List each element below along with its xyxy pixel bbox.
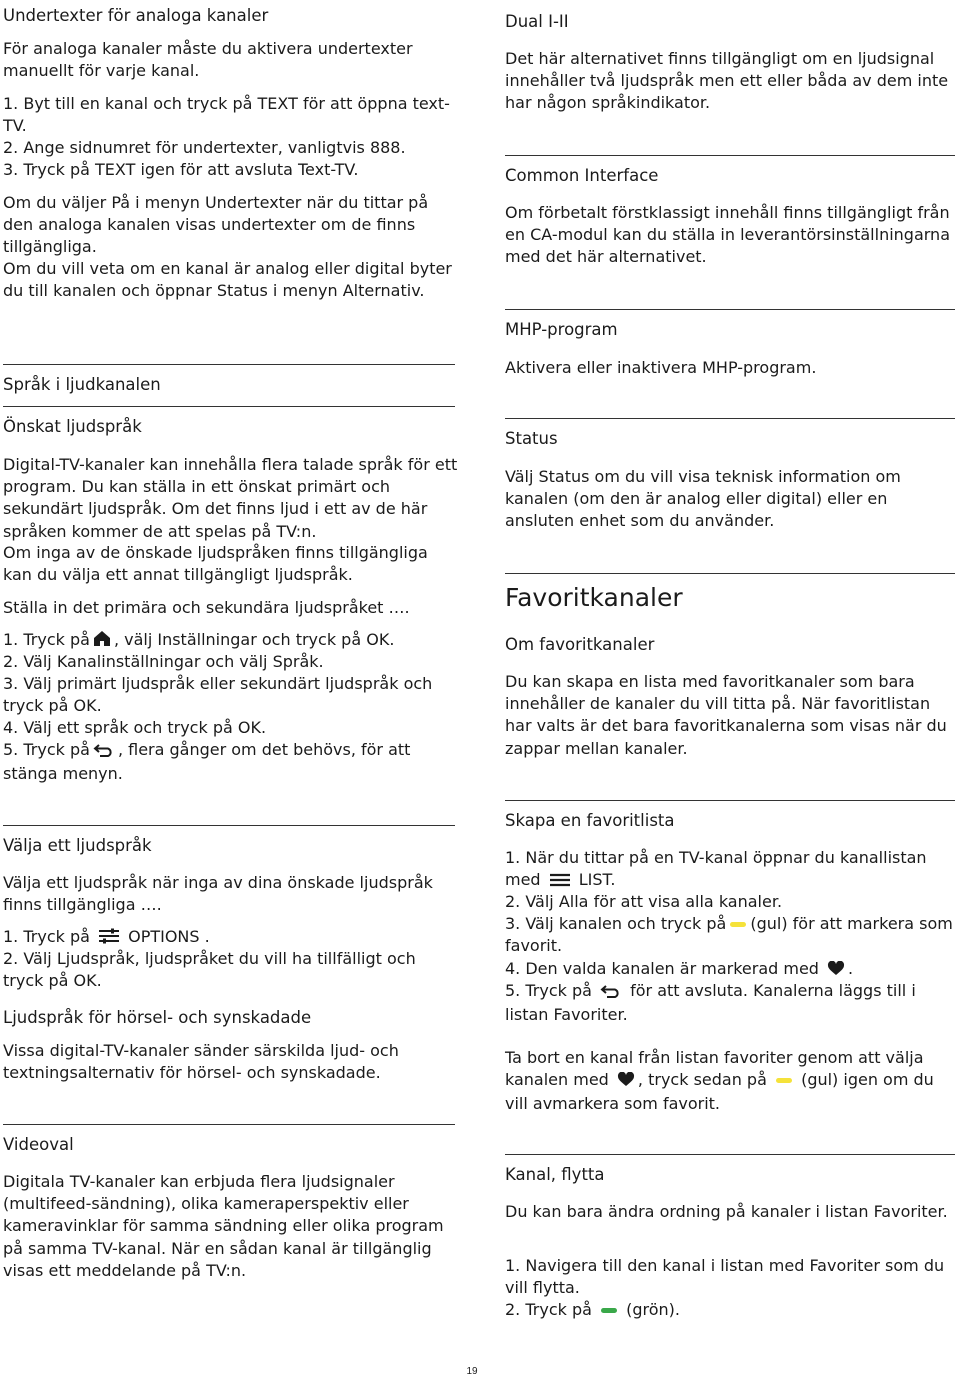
create-step-5: 5. Tryck på för att avsluta. Kanalerna läggs till i listan Favoriter. bbox=[505, 981, 916, 1025]
heading-audio-language: Språk i ljudkanalen bbox=[3, 375, 161, 394]
heading-favorites: Favoritkanaler bbox=[505, 583, 683, 612]
select-step-2: 2. Välj Ljudspråk, ljudspråket du vill ha tillfälligt och tryck på OK. bbox=[3, 949, 416, 991]
heading-mhp: MHP-program bbox=[505, 320, 618, 339]
analog-intro: För analoga kanaler måste du aktivera undertexter manuellt för varje kanal. bbox=[3, 39, 413, 81]
analog-step-3: 3. Tryck på TEXT igen för att avsluta Text-TV. bbox=[3, 160, 359, 179]
heading-impaired: Ljudspråk för hörsel- och synskadade bbox=[3, 1008, 312, 1027]
about-fav-p1: Du kan skapa en lista med favoritkanaler som bara innehåller de kanaler du vill titta på. När favoritlistan har valts är det bara favoritkanalerna som visas när du zappar mellan kanaler. bbox=[505, 672, 947, 758]
divider bbox=[505, 155, 955, 156]
pref-step-2: 2. Välj Kanalinställningar och välj Språk. bbox=[3, 652, 324, 671]
heading-videoval: Videoval bbox=[3, 1135, 74, 1154]
pref-audio-p1: Digital-TV-kanaler kan innehålla flera talade språk för ett program. Du kan ställa in ett önskat primärt och sekundärt ljudspråk. Om det finns ljud i ett av de här språken kommer de att spelas på TV:n. bbox=[3, 455, 458, 541]
heading-status: Status bbox=[505, 429, 558, 448]
back-icon bbox=[600, 982, 622, 1004]
heading-create-favorites: Skapa en favoritlista bbox=[505, 811, 675, 830]
divider bbox=[505, 1154, 955, 1155]
pref-audio-p3: Ställa in det primära och sekundära ljudspråket …. bbox=[3, 598, 410, 617]
ci-p1: Om förbetalt förstklassigt innehåll finns tillgängligt från en CA-modul kan du ställa in leverantörsinställningarna med det här alternativet. bbox=[505, 203, 950, 267]
yellow-key-icon bbox=[776, 1078, 792, 1083]
dual-p1: Det här alternativet finns tillgängligt om en ljudsignal innehåller två ljudspråk men ett eller båda av dem inte har någon språkindikator. bbox=[505, 49, 949, 113]
options-icon bbox=[98, 928, 120, 950]
create-step-4: 4. Den valda kanalen är markerad med . bbox=[505, 958, 957, 982]
mhp-p1: Aktivera eller inaktivera MHP-program. bbox=[505, 358, 817, 377]
divider bbox=[505, 573, 955, 574]
pref-step-4: 4. Välj ett språk och tryck på OK. bbox=[3, 718, 267, 737]
select-audio-p1: Välja ett ljudspråk när inga av dina önskade ljudspråk finns tillgängliga …. bbox=[3, 873, 433, 915]
divider bbox=[3, 406, 455, 407]
remove-fav-p: Ta bort en kanal från listan favoriter genom att välja kanalen med , tryck sedan på (gul) igen om du vill avmarkera som favorit. bbox=[505, 1048, 934, 1114]
divider bbox=[505, 800, 955, 801]
videoval-p1: Digitala TV-kanaler kan erbjuda flera ljudsignaler (multifeed-sändning), olika kameraperspektiv eller kameravinklar för samma sändning eller olika program på samma TV-kanal. När en sådan kanal är tillgänglig visas ett meddelande på TV:n. bbox=[3, 1172, 444, 1280]
heading-about-favorites: Om favoritkanaler bbox=[505, 635, 655, 654]
select-step-1: 1. Tryck på OPTIONS . bbox=[3, 926, 458, 950]
analog-step-1: 1. Byt till en kanal och tryck på TEXT för att öppna text-TV. bbox=[3, 94, 450, 136]
home-icon bbox=[93, 630, 111, 653]
analog-note-2: Om du vill veta om en kanal är analog eller digital byter du till kanalen och öppnar Status i menyn Alternativ. bbox=[3, 259, 452, 301]
heading-move-channel: Kanal, flytta bbox=[505, 1165, 605, 1184]
create-step-3: 3. Välj kanalen och tryck på (gul) för att markera som favorit. bbox=[505, 914, 953, 956]
heading-dual: Dual I-II bbox=[505, 12, 569, 31]
back-icon bbox=[93, 741, 115, 763]
move-step-2: 2. Tryck på (grön). bbox=[505, 1300, 680, 1319]
yellow-key-icon bbox=[730, 922, 746, 927]
divider bbox=[3, 825, 455, 826]
pref-step-3: 3. Välj primärt ljudspråk eller sekundärt ljudspråk och tryck på OK. bbox=[3, 674, 433, 716]
green-key-icon bbox=[601, 1308, 617, 1313]
analog-note-1: Om du väljer På i menyn Undertexter när du tittar på den analoga kanalen visas undertexter om de finns tillgängliga. bbox=[3, 193, 429, 257]
heart-icon bbox=[617, 1071, 635, 1093]
divider bbox=[505, 418, 955, 419]
pref-step-1: 1. Tryck på , välj Inställningar och tryck på OK. bbox=[3, 629, 458, 653]
create-step-2: 2. Välj Alla för att visa alla kanaler. bbox=[505, 892, 783, 911]
divider bbox=[3, 1124, 455, 1125]
divider bbox=[505, 309, 955, 310]
page-number: 19 bbox=[466, 1366, 478, 1377]
pref-step-5: 5. Tryck på , flera gånger om det behövs, för att stänga menyn. bbox=[3, 740, 411, 784]
heading-analog-subtitles: Undertexter för analoga kanaler bbox=[3, 6, 269, 25]
pref-audio-p2: Om inga av de önskade ljudspråken finns tillgängliga kan du välja ett annat tillgängligt ljudspråk. bbox=[3, 543, 428, 585]
impaired-p1: Vissa digital-TV-kanaler sänder särskilda ljud- och textningsalternativ för hörsel- och synskadade. bbox=[3, 1041, 399, 1083]
heart-icon bbox=[827, 960, 845, 982]
heading-select-audio: Välja ett ljudspråk bbox=[3, 836, 152, 855]
heading-common-interface: Common Interface bbox=[505, 166, 659, 185]
status-p1: Välj Status om du vill visa teknisk information om kanalen (om den är analog eller digital) eller en ansluten enhet som du använder. bbox=[505, 467, 901, 531]
analog-step-2: 2. Ange sidnumret för undertexter, vanligtvis 888. bbox=[3, 138, 406, 157]
create-step-1: 1. När du tittar på en TV-kanal öppnar du kanallistan med LIST. bbox=[505, 847, 957, 893]
heading-preferred-audio: Önskat ljudspråk bbox=[3, 417, 142, 436]
move-p1: Du kan bara ändra ordning på kanaler i listan Favoriter. bbox=[505, 1202, 948, 1221]
move-step-1: 1. Navigera till den kanal i listan med Favoriter som du vill flytta. bbox=[505, 1256, 945, 1298]
divider bbox=[3, 364, 455, 365]
